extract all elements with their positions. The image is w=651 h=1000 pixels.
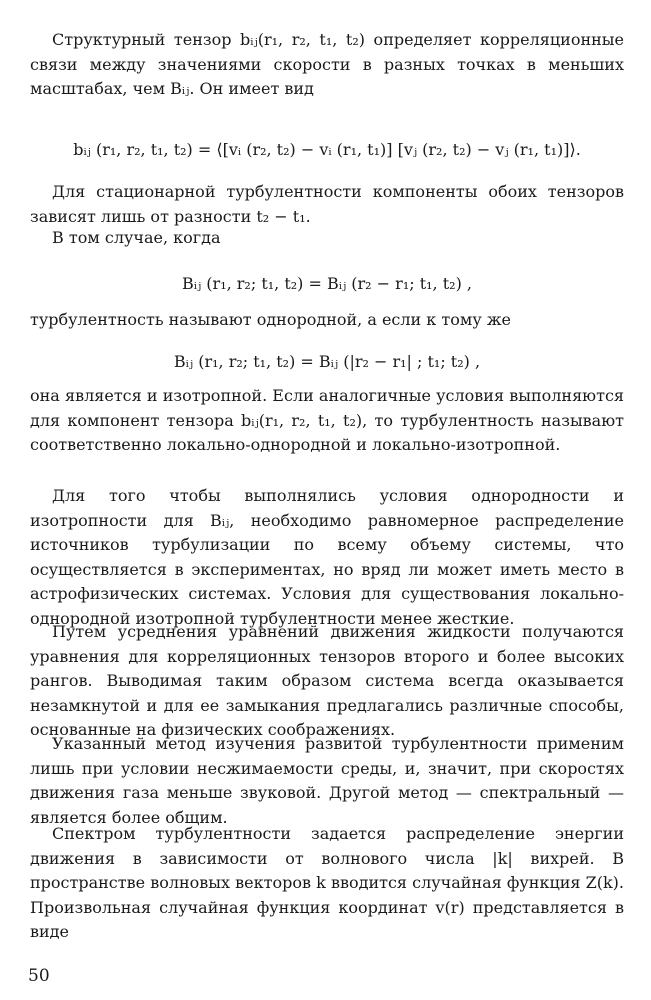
paragraph-stationary: Для стационарной турбулентности компоненты обоих тензоров зависят лишь от разности t₂ − t₁.	[30, 182, 624, 226]
paragraph-isotropic: она является и изотропной. Если аналогичные условия выполняются для компонент тензора bᵢⱼ(r₁, r₂, t₁, t₂), то турбулентность называют соответственно локально-однородной и локально-изотропной.	[30, 386, 624, 455]
paragraph-structure-tensor: Структурный тензор bᵢⱼ(r₁, r₂, t₁, t₂) определяет корреляционные связи между значениями скорости в разных точках в меньших масштабах, чем Bᵢⱼ. Он имеет вид	[30, 30, 624, 99]
formula-homogeneous: Bᵢⱼ (r₁, r₂; t₁, t₂) = Bᵢⱼ (r₂ − r₁; t₁, t₂) ,	[182, 274, 472, 293]
paragraph-spectrum: Спектром турбулентности задается распределение энергии движения в зависимости от волнового числа |k| вихрей. В пространстве волновых векторов k вводится случайная функция Z(k). Произвольная случайная функция координат v(r) представляется в виде	[30, 824, 624, 942]
paragraph-averaging: Путем усреднения уравнений движения жидкости получаются уравнения для корреляционных тензоров второго и более высоких рангов. Выводимая таким образом система всегда оказывается незамкнутой и для ее замыкания предлагались различные способы, основанные на физических соображениях.	[30, 622, 624, 740]
paragraph-method: Указанный метод изучения развитой турбулентности применим лишь при условии несжимаемости среды, и, значит, при скоростях движения газа меньше звуковой. Другой метод — спектральный — является более общим.	[30, 734, 624, 827]
formula-isotropic: Bᵢⱼ (r₁, r₂; t₁, t₂) = Bᵢⱼ (|r₂ − r₁| ; t₁; t₂) ,	[173, 352, 481, 371]
paragraph-homogeneous: турбулентность называют однородной, а если к тому же	[30, 310, 511, 329]
formula-structure-tensor: bᵢⱼ (r₁, r₂, t₁, t₂) = ⟨[vᵢ (r₂, t₂) − vᵢ (r₁, t₁)] [vⱼ (r₂, t₂) − vⱼ (r₁, t₁)]⟩.	[73, 140, 581, 159]
page-number: 50	[28, 966, 50, 986]
paragraph-in-case: В том случае, когда	[52, 228, 221, 247]
paragraph-conditions: Для того чтобы выполнялись условия однородности и изотропности для Bᵢⱼ, необходимо равномерное распределение источников турбулизации по всему объему системы, что осуществляется в экспериментах, но вряд ли может иметь место в астрофизических системах. Условия для существования локально-однородной изотропной турбулентности менее жесткие.	[30, 486, 624, 628]
